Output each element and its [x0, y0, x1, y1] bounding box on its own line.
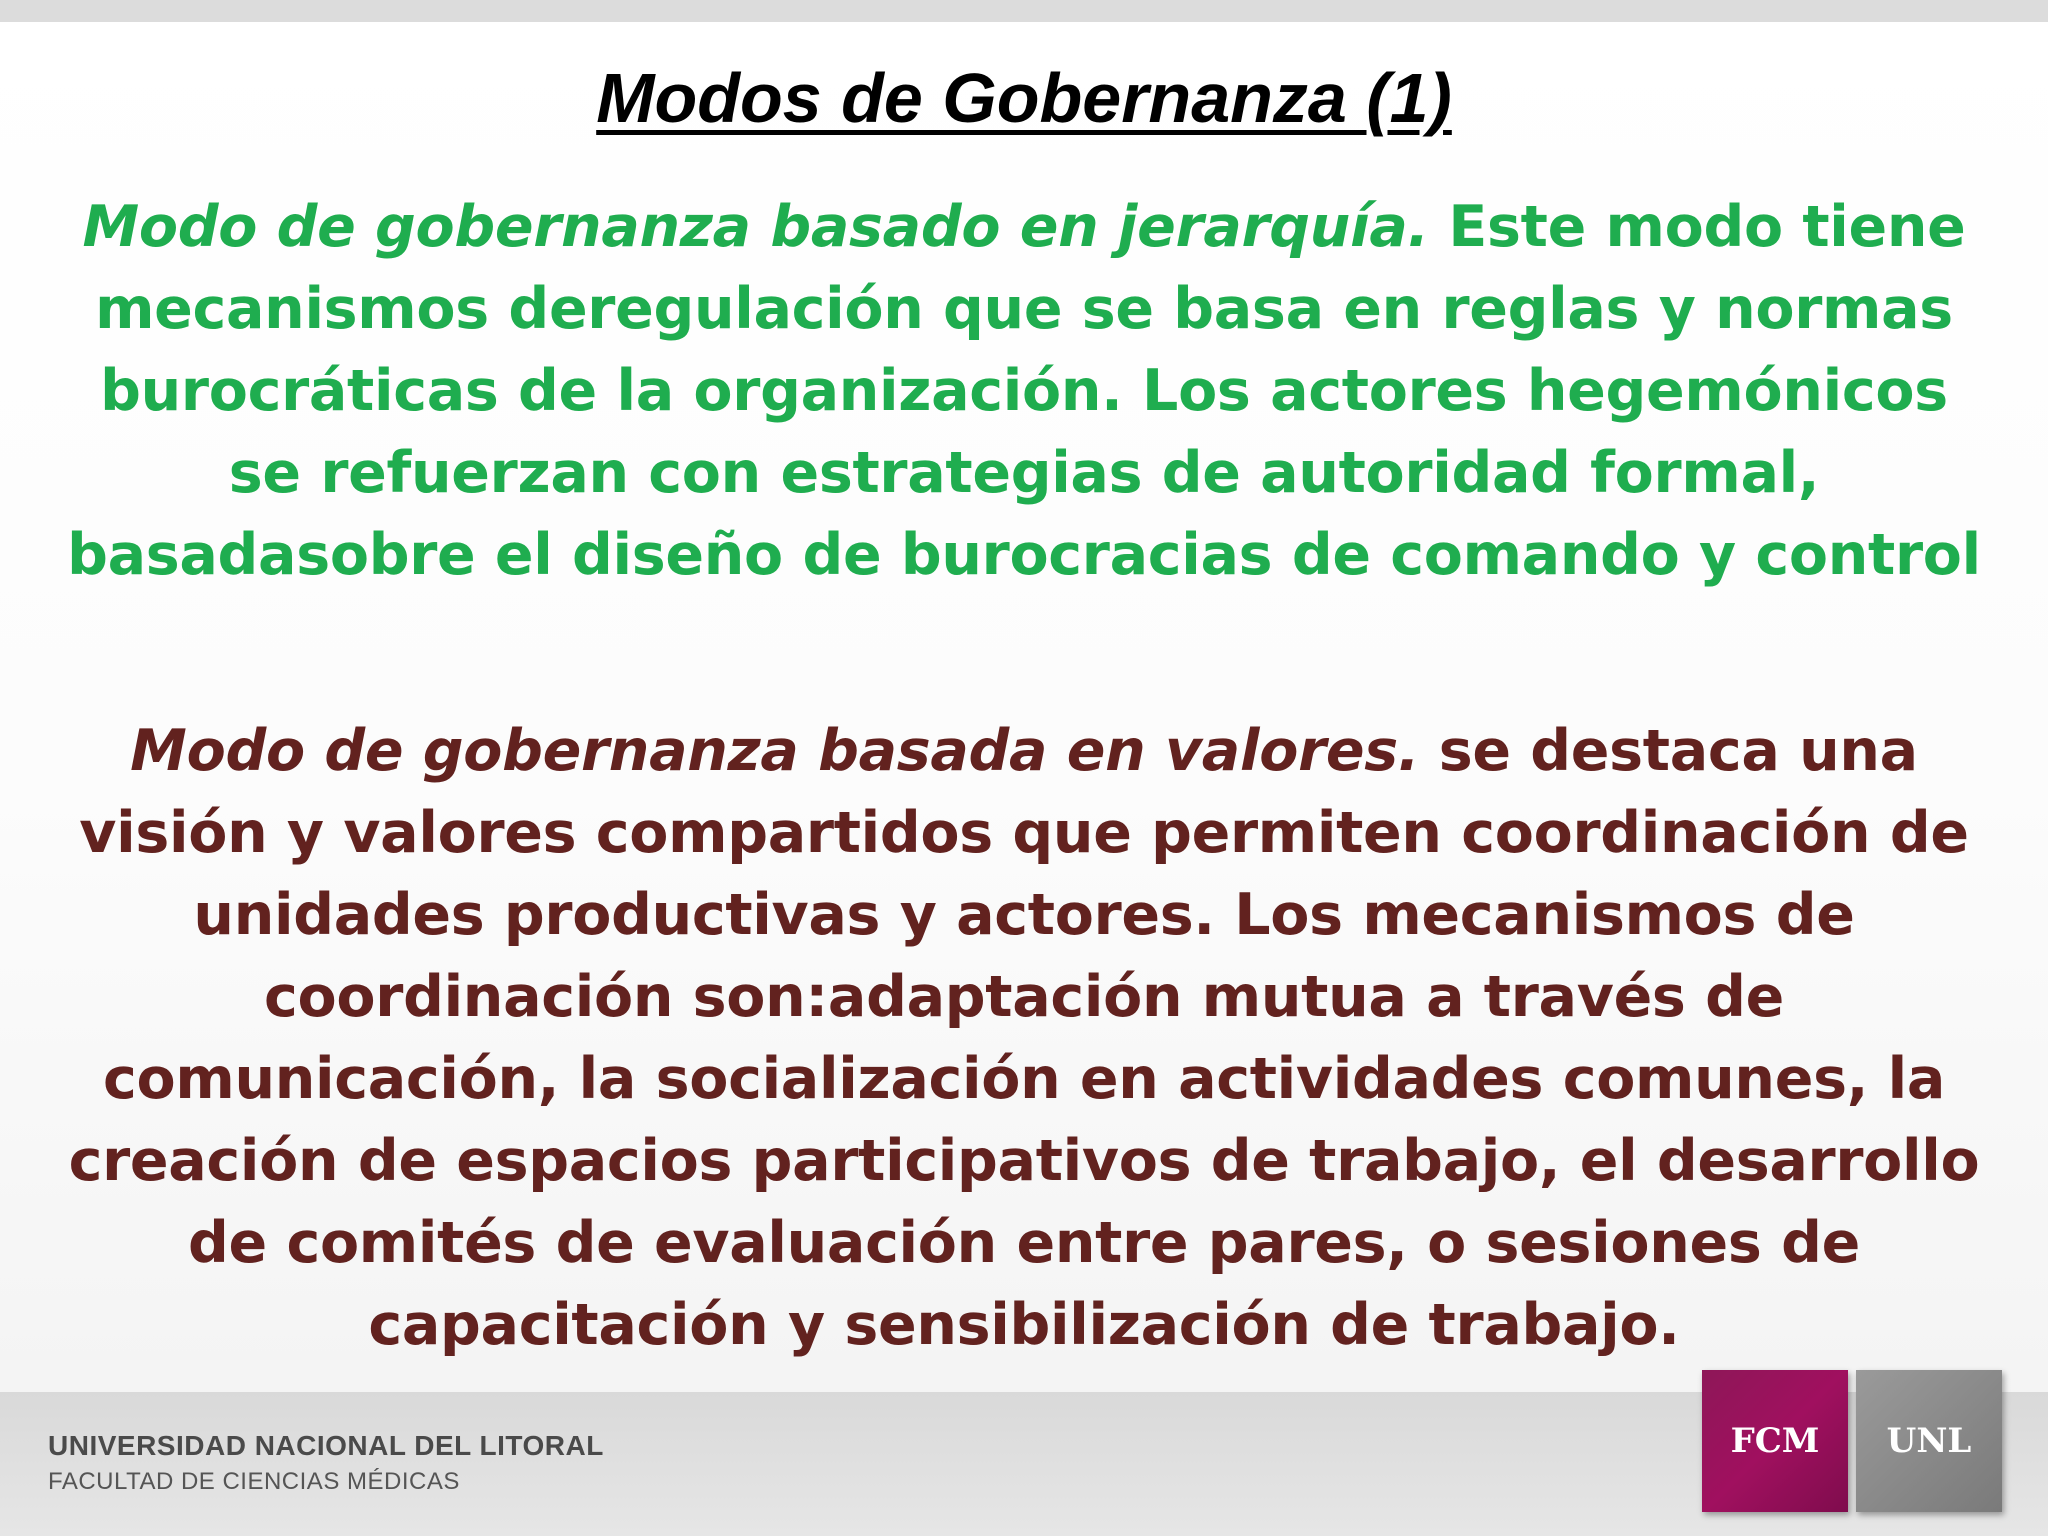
unl-logo: [1856, 1370, 2002, 1512]
top-band: [0, 0, 2048, 22]
fcm-logo: [1702, 1370, 1848, 1512]
footer-university-name: UNIVERSIDAD NACIONAL DEL LITORAL: [48, 1430, 604, 1461]
slide-title: Modos de Gobernanza (1): [596, 59, 1452, 137]
paragraph-values-lead: Modo de gobernanza basada en valores.: [130, 718, 1420, 784]
paragraph-hierarchy-lead: Modo de gobernanza basado en jerarquía.: [82, 194, 1429, 260]
paragraph-hierarchy-body: Este modo tiene mecanismos deregulación que se basa en reglas y normas burocráticas de la organización. Los actores hegemónicos se refuerzan con estrategias de autoridad formal, basadasobre el diseño de burocracias de comando y control: [67, 194, 1981, 588]
paragraph-hierarchy: [60, 186, 1988, 596]
fcm-logo-text: FCM: [1730, 1421, 1820, 1461]
paragraph-values-body: se destaca una visión y valores compartidos que permiten coordinación de unidades productivas y actores. Los mecanismos de coordinación son:adaptación mutua a través de comunicación, la socialización en actividades comunes, la creación de espacios participativos de trabajo, el desarrollo de comités de evaluación entre pares, o sesiones de capacitación y sensibilización de trabajo.: [68, 718, 1980, 1358]
unl-logo-text: UNL: [1886, 1421, 1972, 1461]
footer-faculty-name: FACULTAD DE CIENCIAS MÉDICAS: [48, 1468, 460, 1495]
paragraph-values: [40, 710, 2008, 1366]
